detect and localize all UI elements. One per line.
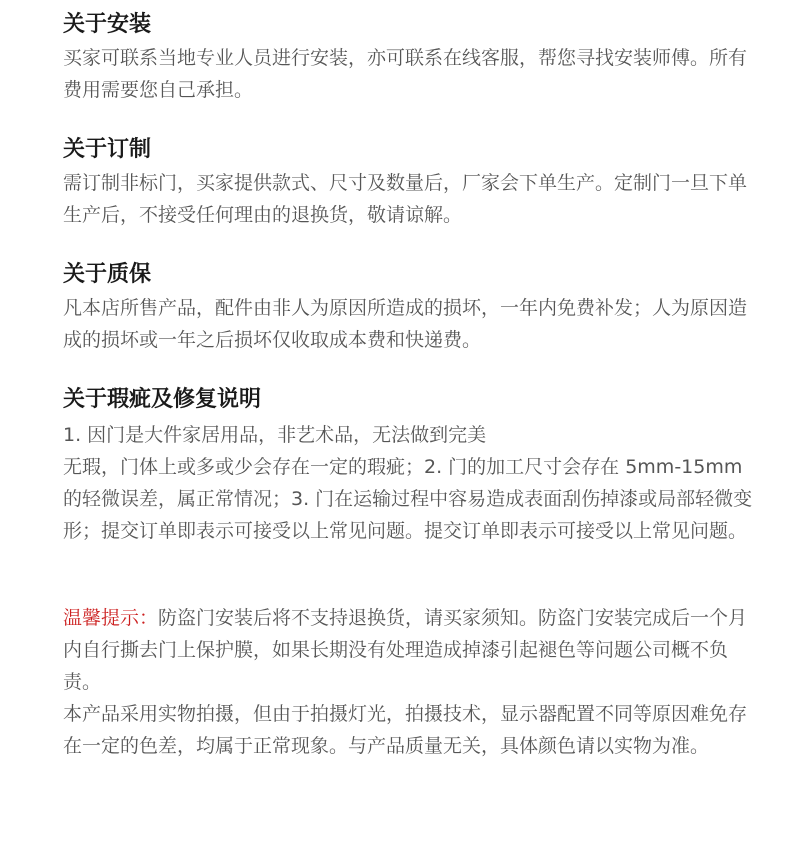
flaw-section [63, 383, 763, 547]
flaw-title: 关于瑕疵及修复说明 [63, 387, 262, 412]
tips-section [63, 602, 763, 762]
flaw-line1: 1. 因门是大件家居用品，非艺术品，无法做到完美 [63, 424, 487, 446]
tips-text-1: 防盗门安装后将不支持退换货，请买家须知。防盗门安装完成后一个月内自行撕去门上保护膜，如果长期没有处理造成掉漆引起褪色等问题公司概不负责。 [63, 607, 748, 693]
tips-label: 温馨提示： [63, 607, 159, 629]
install-title: 关于安装 [63, 12, 152, 37]
install-section [63, 8, 763, 106]
warranty-body: 凡本店所售产品，配件由非人为原因所造成的损坏，一年内免费补发；人为原因造成的损坏或一年之后损坏仅收取成本费和快递费。 [63, 297, 748, 351]
tips-paragraph [63, 602, 763, 698]
tips-text-2: 本产品采用实物拍摄，但由于拍摄灯光，拍摄技术，显示器配置不同等原因难免存在一定的色差，均属于正常现象。与产品质量无关，具体颜色请以实物为准。 [63, 703, 748, 757]
flaw-body: 无瑕，门体上或多或少会存在一定的瑕疵；2. 门的加工尺寸会存在 5mm-15mm 的轻微误差，属正常情况；3. 门在运输过程中容易造成表面刮伤掉漆或局部轻微变形；提交订单即表示可接受以上常见问题。提交订单即表示可接受以上常见问题。 [63, 456, 753, 542]
custom-section [63, 133, 763, 231]
custom-title: 关于订制 [63, 137, 152, 162]
custom-body: 需订制非标门，买家提供款式、尺寸及数量后，厂家会下单生产。定制门一旦下单生产后，不接受任何理由的退换货，敬请谅解。 [63, 172, 748, 226]
warranty-section [63, 258, 763, 356]
warranty-title: 关于质保 [63, 262, 152, 287]
install-body: 买家可联系当地专业人员进行安装，亦可联系在线客服，帮您寻找安装师傅。所有费用需要您自己承担。 [63, 47, 748, 101]
